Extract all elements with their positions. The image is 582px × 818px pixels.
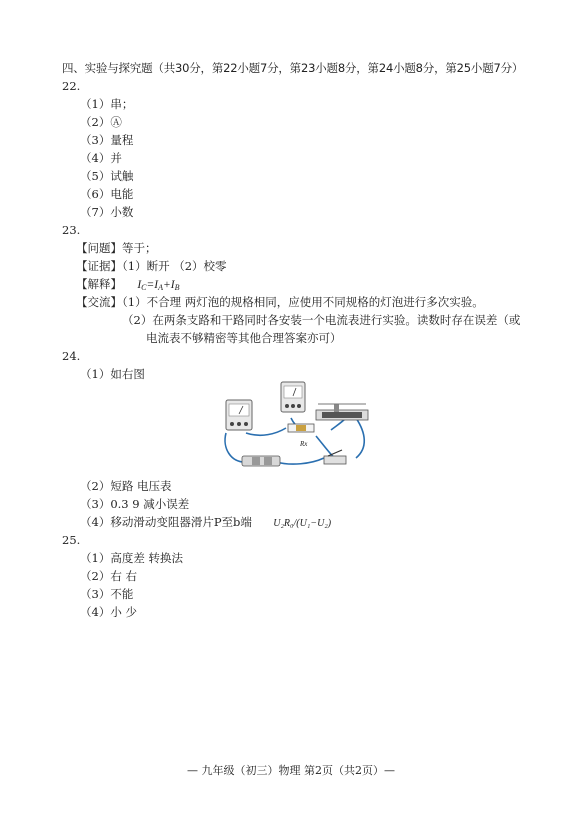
switch [324, 450, 346, 464]
q24-answer-3: （3）0.3 9 减小误差 [80, 497, 190, 511]
q23-jieshi [76, 277, 180, 295]
q23-jiaoliu-2: （2）在两条支路和干路同时各安装一个电流表进行实验。读数时存在误差（或 [122, 313, 521, 327]
q22-answer-3: （3）量程 [80, 133, 134, 147]
q25-answer-1: （1）高度差 转换法 [80, 551, 183, 565]
voltmeter-left [226, 400, 252, 430]
q22-answer-2: （2）Ⓐ [80, 115, 122, 129]
q23-wenti: 【问题】等于； [76, 241, 157, 255]
circuit-diagram [216, 378, 374, 472]
question-23-number: 23. [62, 223, 81, 237]
q25-answer-2: （2）右 右 [80, 569, 137, 583]
question-25-number: 25. [62, 533, 81, 547]
q22-answer-7: （7）小数 [80, 205, 134, 219]
question-22-number: 22. [62, 79, 81, 93]
ammeter-top [281, 382, 305, 412]
q23-zhengju: 【证据】（1）断开 （2）校零 [76, 259, 227, 273]
rx-label: Rx [300, 440, 308, 448]
q22-answer-6: （6）电能 [80, 187, 134, 201]
rheostat [316, 404, 368, 420]
q24-answer-4 [80, 515, 331, 531]
section-header: 四、实验与探究题（共30分，第22小题7分，第23小题8分，第24小题8分，第25小题7分） [62, 61, 524, 75]
q22-answer-4: （4）并 [80, 151, 122, 165]
circuit-svg [216, 378, 374, 472]
q23-jieshi-label: 【解释】 [76, 277, 122, 291]
q25-answer-3: （3）不能 [80, 587, 134, 601]
q23-jiaoliu-2-cont: 电流表不够精密等其他合理答案亦可） [146, 331, 342, 345]
q23-jiaoliu-1: 【交流】（1）不合理 两灯泡的规格相同，应使用不同规格的灯泡进行多次实验。 [76, 295, 484, 309]
page-footer: — 九年级（初三）物理 第2页（共2页）— [187, 764, 395, 777]
battery [242, 456, 280, 466]
question-24-number: 24. [62, 349, 81, 363]
q24-answer-4-formula: U₂R₀/(U₁−U₂) [273, 518, 332, 529]
q22-answer-1: （1）串； [80, 97, 134, 111]
q24-answer-4-text: （4）移动滑动变阻器滑片P至b端 [80, 515, 252, 529]
q23-jieshi-formula: IC=IA+IB [137, 279, 180, 292]
resistor-rx [288, 424, 314, 448]
q22-answer-5: （5）试触 [80, 169, 134, 183]
q24-answer-2: （2）短路 电压表 [80, 479, 172, 493]
q24-answer-1: （1）如右图 [80, 367, 145, 381]
q25-answer-4: （4）小 少 [80, 605, 137, 619]
